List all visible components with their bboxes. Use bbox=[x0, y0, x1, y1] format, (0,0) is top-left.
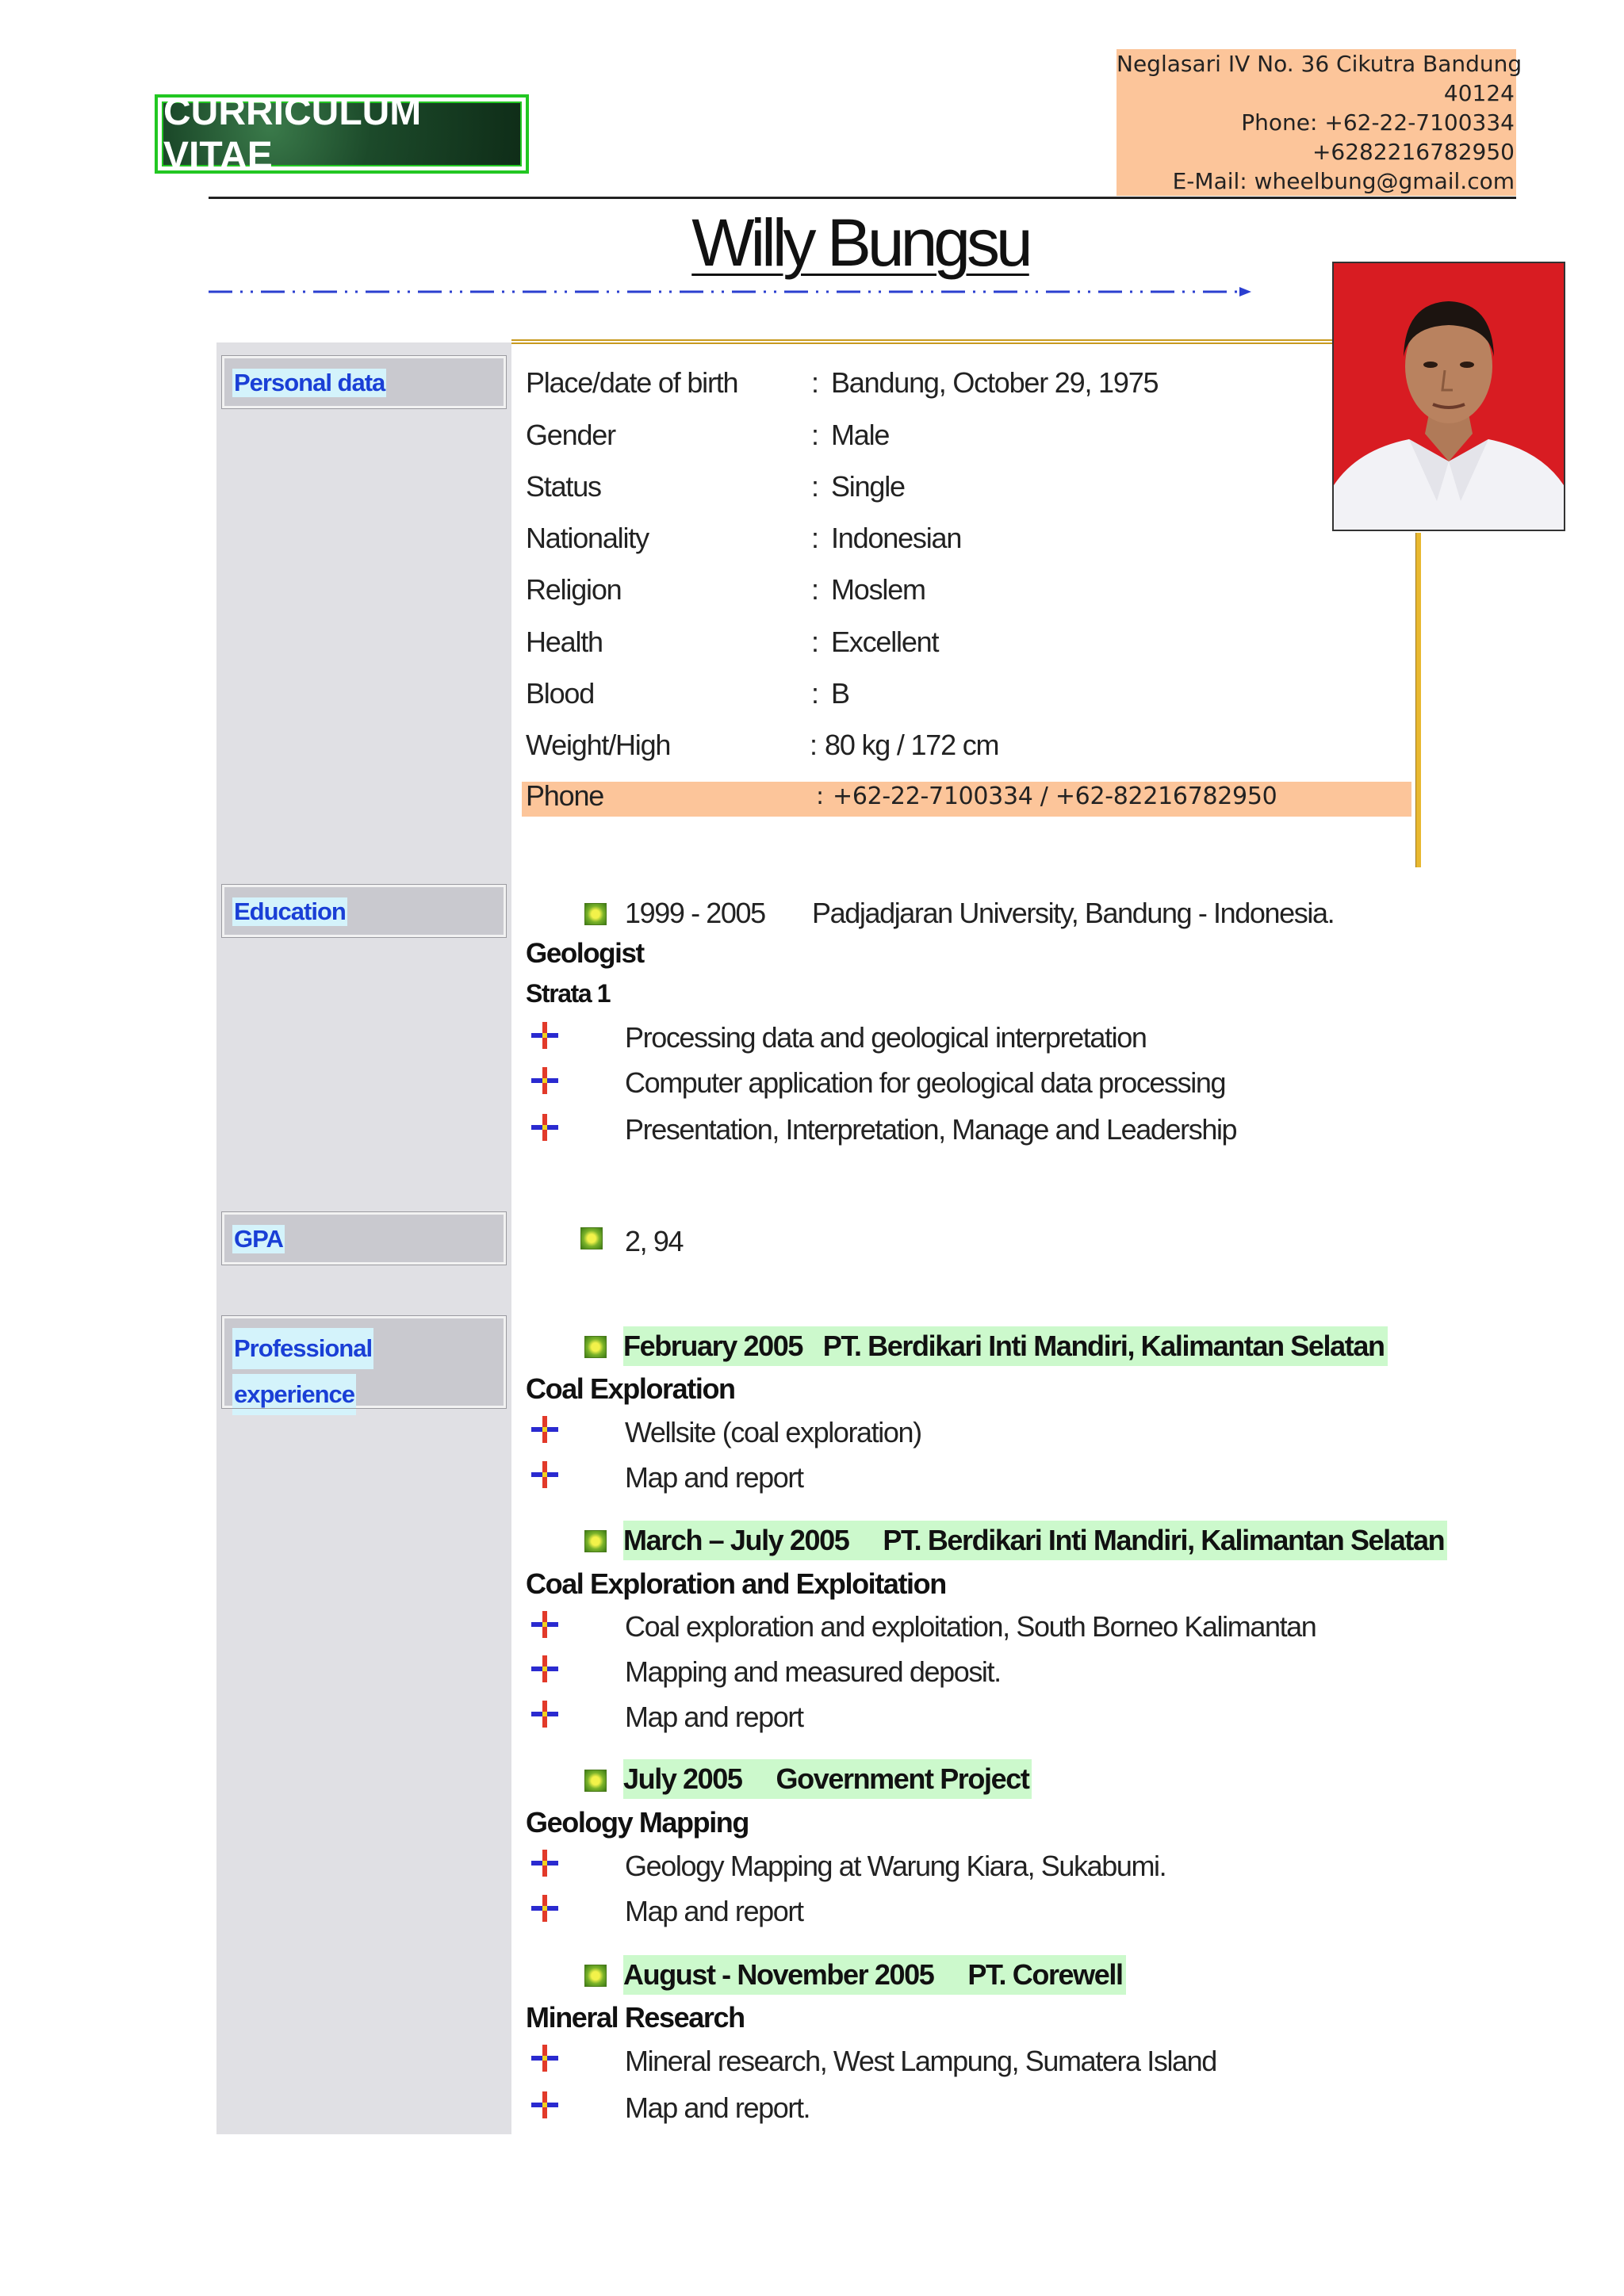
section-label-text: Personal data bbox=[234, 369, 385, 396]
section-label-personal bbox=[222, 356, 506, 408]
job-role: Coal Exploration and Exploitation bbox=[526, 1567, 946, 1600]
contact-address: Neglasari IV No. 36 Cikutra Bandung bbox=[1116, 51, 1522, 77]
job-date: February 2005 bbox=[623, 1330, 802, 1362]
section-label-text: GPA bbox=[234, 1225, 283, 1253]
decorative-dash-line bbox=[209, 284, 1251, 300]
field-label: Status bbox=[526, 470, 601, 503]
education-item: Presentation, Interpretation, Manage and Leadership bbox=[625, 1113, 1237, 1146]
cv-title-badge bbox=[155, 91, 529, 177]
separator: : bbox=[811, 677, 818, 710]
job-item: Wellsite (coal exploration) bbox=[625, 1416, 921, 1448]
separator: : bbox=[811, 366, 818, 399]
separator: : bbox=[811, 522, 818, 554]
field-value: Single bbox=[831, 470, 905, 503]
education-field: Geologist bbox=[526, 938, 644, 969]
cross-bullet-icon bbox=[530, 2043, 560, 2073]
education-item: Processing data and geological interpretation bbox=[625, 1021, 1147, 1054]
cross-bullet-icon bbox=[530, 1609, 560, 1640]
section-label-text: experience bbox=[232, 1374, 356, 1415]
cross-bullet-icon bbox=[530, 1654, 560, 1684]
field-label: Weight/High bbox=[526, 729, 671, 761]
education-degree: Strata 1 bbox=[526, 979, 611, 1008]
field-value: Male bbox=[831, 419, 890, 451]
field-value: Indonesian bbox=[831, 522, 962, 554]
green-square-bullet-icon bbox=[584, 1965, 607, 1987]
field-value: +62-22-7100334 / +62-82216782950 bbox=[833, 783, 1277, 810]
job-company: PT. Berdikari Inti Mandiri, Kalimantan Selatan bbox=[822, 1330, 1385, 1362]
cross-bullet-icon bbox=[530, 1414, 560, 1445]
green-square-bullet-icon bbox=[580, 1227, 603, 1249]
separator: : bbox=[810, 729, 817, 761]
person-portrait-icon bbox=[1334, 263, 1564, 530]
contact-mobile: +6282216782950 bbox=[1312, 139, 1515, 165]
job-role: Coal Exploration bbox=[526, 1372, 735, 1405]
job-item: Geology Mapping at Warung Kiara, Sukabumi. bbox=[625, 1850, 1166, 1882]
field-value: Moslem bbox=[831, 573, 925, 606]
cv-title: CURRICULUM VITAE bbox=[162, 101, 522, 166]
section-label-text: Education bbox=[234, 897, 346, 925]
job-item: Mapping and measured deposit. bbox=[625, 1655, 1001, 1688]
field-label: Religion bbox=[526, 573, 622, 606]
education-years: 1999 - 2005 bbox=[625, 897, 765, 929]
cross-bullet-icon bbox=[530, 1066, 560, 1096]
section-label-gpa bbox=[222, 1212, 506, 1265]
section-label-experience bbox=[222, 1316, 506, 1408]
job-header bbox=[623, 1326, 1388, 1366]
field-label: Place/date of birth bbox=[526, 366, 738, 399]
separator: : bbox=[811, 470, 818, 503]
field-value: Excellent bbox=[831, 626, 939, 658]
gold-divider-horizontal bbox=[511, 339, 1336, 344]
cross-bullet-icon bbox=[530, 1699, 560, 1729]
job-role: Mineral Research bbox=[526, 2001, 745, 2034]
cross-bullet-icon bbox=[530, 1848, 560, 1878]
field-label: Gender bbox=[526, 419, 615, 451]
cross-bullet-icon bbox=[530, 2090, 560, 2120]
contact-box bbox=[1116, 49, 1522, 196]
cross-bullet-icon bbox=[530, 1893, 560, 1923]
job-item: Mineral research, West Lampung, Sumatera Island bbox=[625, 2045, 1216, 2077]
contact-email: E-Mail: wheelbung@gmail.com bbox=[1172, 168, 1515, 194]
field-label: Nationality bbox=[526, 522, 649, 554]
candidate-name: Willy Bungsu bbox=[691, 205, 1029, 280]
job-company: Government Project bbox=[776, 1762, 1029, 1795]
field-label: Blood bbox=[526, 677, 595, 710]
separator: : bbox=[811, 419, 818, 451]
section-label-text: Professional bbox=[232, 1328, 373, 1369]
field-value: 80 kg / 172 cm bbox=[825, 729, 999, 761]
cross-bullet-icon bbox=[530, 1460, 560, 1490]
separator: : bbox=[811, 626, 818, 658]
field-label: Phone bbox=[526, 779, 604, 812]
green-square-bullet-icon bbox=[584, 903, 607, 925]
gpa-value: 2, 94 bbox=[625, 1225, 684, 1257]
green-square-bullet-icon bbox=[584, 1770, 607, 1792]
contact-phone: Phone: +62-22-7100334 bbox=[1241, 109, 1515, 136]
profile-photo bbox=[1332, 262, 1565, 531]
field-label: Health bbox=[526, 626, 603, 658]
field-value: B bbox=[831, 677, 849, 710]
job-date: August - November 2005 bbox=[623, 1958, 934, 1991]
job-item: Coal exploration and exploitation, South Borneo Kalimantan bbox=[625, 1610, 1316, 1643]
field-value: Bandung, October 29, 1975 bbox=[831, 366, 1159, 399]
separator: : bbox=[811, 573, 818, 606]
cross-bullet-icon bbox=[530, 1020, 560, 1050]
job-company: PT. Berdikari Inti Mandiri, Kalimantan Selatan bbox=[883, 1524, 1445, 1556]
job-header bbox=[623, 1521, 1447, 1560]
section-label-education bbox=[222, 885, 506, 937]
education-item: Computer application for geological data processing bbox=[625, 1066, 1226, 1099]
job-item: Map and report bbox=[625, 1895, 803, 1927]
job-date: July 2005 bbox=[623, 1762, 742, 1795]
job-date: March – July 2005 bbox=[623, 1524, 849, 1556]
green-square-bullet-icon bbox=[584, 1336, 607, 1358]
header-divider bbox=[209, 197, 1516, 199]
contact-postcode: 40124 bbox=[1443, 80, 1515, 106]
job-header bbox=[623, 1955, 1126, 1995]
job-item: Map and report bbox=[625, 1701, 803, 1733]
job-item: Map and report bbox=[625, 1461, 803, 1494]
green-square-bullet-icon bbox=[584, 1530, 607, 1552]
job-header bbox=[623, 1759, 1032, 1799]
job-item: Map and report. bbox=[625, 2091, 810, 2124]
separator: : bbox=[816, 783, 825, 810]
gold-divider-vertical bbox=[1415, 533, 1421, 867]
job-company: PT. Corewell bbox=[967, 1958, 1123, 1991]
cross-bullet-icon bbox=[530, 1112, 560, 1142]
education-school: Padjadjaran University, Bandung - Indonesia. bbox=[812, 897, 1335, 929]
job-role: Geology Mapping bbox=[526, 1806, 749, 1839]
